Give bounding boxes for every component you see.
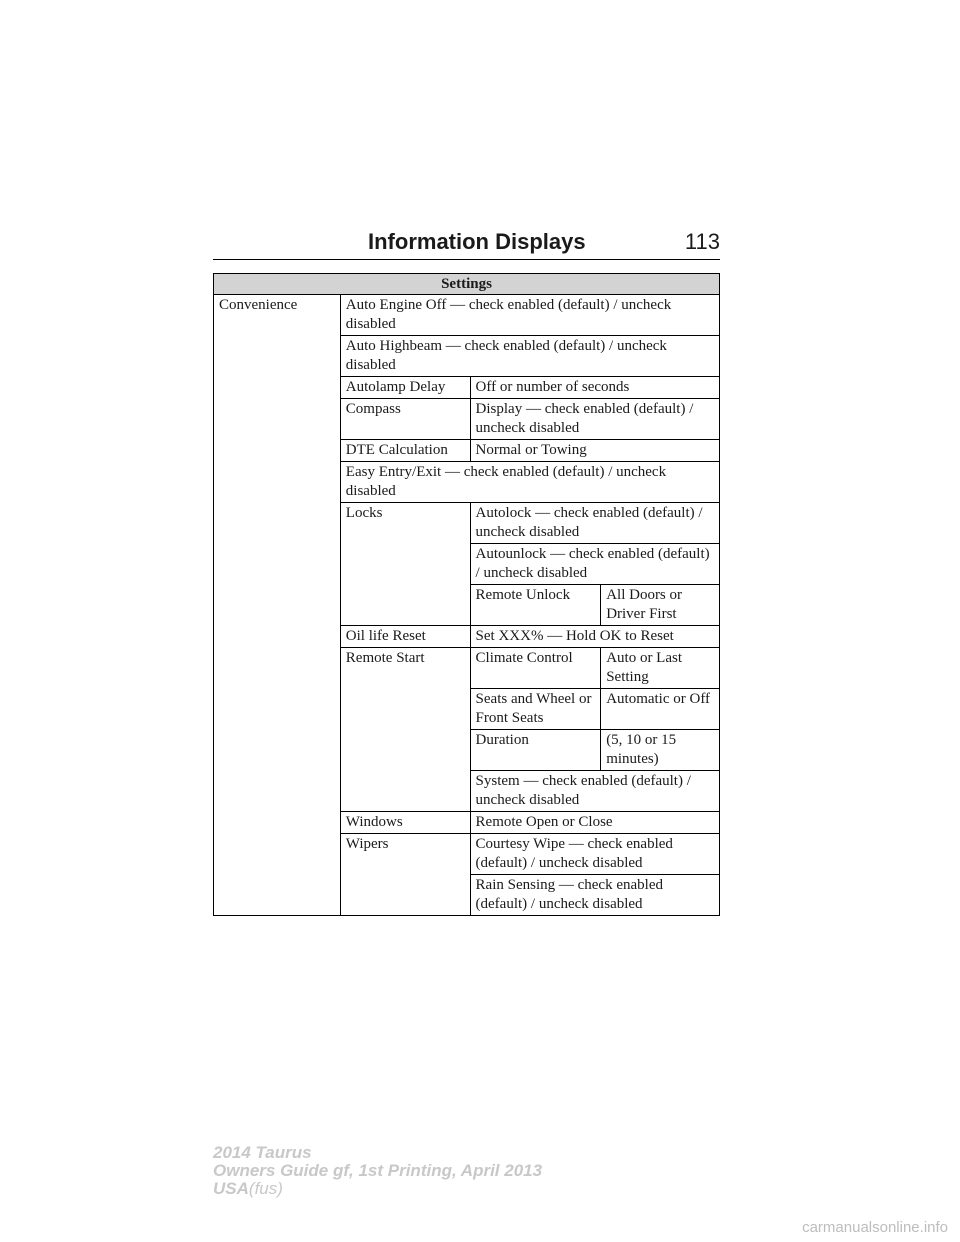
windows-label: Windows <box>340 812 470 834</box>
auto-engine-off-cell: Auto Engine Off — check enabled (default) / uncheck disabled <box>340 295 719 336</box>
section-title: Information Displays <box>368 229 586 254</box>
duration-label: Duration <box>470 730 601 771</box>
compass-label: Compass <box>340 399 470 440</box>
compass-value: Display — check enabled (default) / uncheck disabled <box>470 399 719 440</box>
autolock-cell: Autolock — check enabled (default) / uncheck disabled <box>470 503 719 544</box>
footer-region: USA <box>213 1179 249 1198</box>
system-cell: System — check enabled (default) / uncheck disabled <box>470 771 719 812</box>
footer-region-code: (fus) <box>248 1179 283 1198</box>
category-convenience: Convenience <box>214 295 341 916</box>
oil-life-reset-value: Set XXX% — Hold OK to Reset <box>470 626 719 648</box>
climate-control-value: Auto or Last Setting <box>601 648 720 689</box>
wipers-label: Wipers <box>340 834 470 916</box>
rain-sensing-cell: Rain Sensing — check enabled (default) / uncheck disabled <box>470 875 719 916</box>
table-heading: Settings <box>214 274 720 295</box>
autounlock-cell: Autounlock — check enabled (default) / uncheck disabled <box>470 544 719 585</box>
courtesy-wipe-cell: Courtesy Wipe — check enabled (default) / uncheck disabled <box>470 834 719 875</box>
table-header-row <box>214 274 720 295</box>
climate-control-label: Climate Control <box>470 648 601 689</box>
remote-start-label: Remote Start <box>340 648 470 812</box>
settings-table <box>213 273 720 916</box>
footer-line-guide: Owners Guide gf, 1st Printing, April 2013 <box>213 1161 543 1180</box>
page-header <box>213 229 720 260</box>
footer-line-model: 2014 Taurus <box>213 1143 312 1162</box>
easy-entry-cell: Easy Entry/Exit — check enabled (default) / uncheck disabled <box>340 462 719 503</box>
windows-value: Remote Open or Close <box>470 812 719 834</box>
footer-line-region <box>213 1180 542 1198</box>
oil-life-reset-label: Oil life Reset <box>340 626 470 648</box>
seats-wheel-value: Automatic or Off <box>601 689 720 730</box>
page-number: 113 <box>684 229 720 254</box>
auto-highbeam-cell: Auto Highbeam — check enabled (default) / uncheck disabled <box>340 336 719 377</box>
seats-wheel-label: Seats and Wheel or Front Seats <box>470 689 601 730</box>
autolamp-delay-label: Autolamp Delay <box>340 377 470 399</box>
locks-label: Locks <box>340 503 470 626</box>
remote-unlock-label: Remote Unlock <box>470 585 601 626</box>
autolamp-delay-value: Off or number of seconds <box>470 377 719 399</box>
page-footer <box>213 1144 542 1198</box>
duration-value: (5, 10 or 15 minutes) <box>601 730 720 771</box>
dte-calculation-label: DTE Calculation <box>340 440 470 462</box>
remote-unlock-value: All Doors or Driver First <box>601 585 720 626</box>
watermark: carmanualsonline.info <box>802 1219 948 1236</box>
dte-calculation-value: Normal or Towing <box>470 440 719 462</box>
table-row <box>214 295 720 336</box>
